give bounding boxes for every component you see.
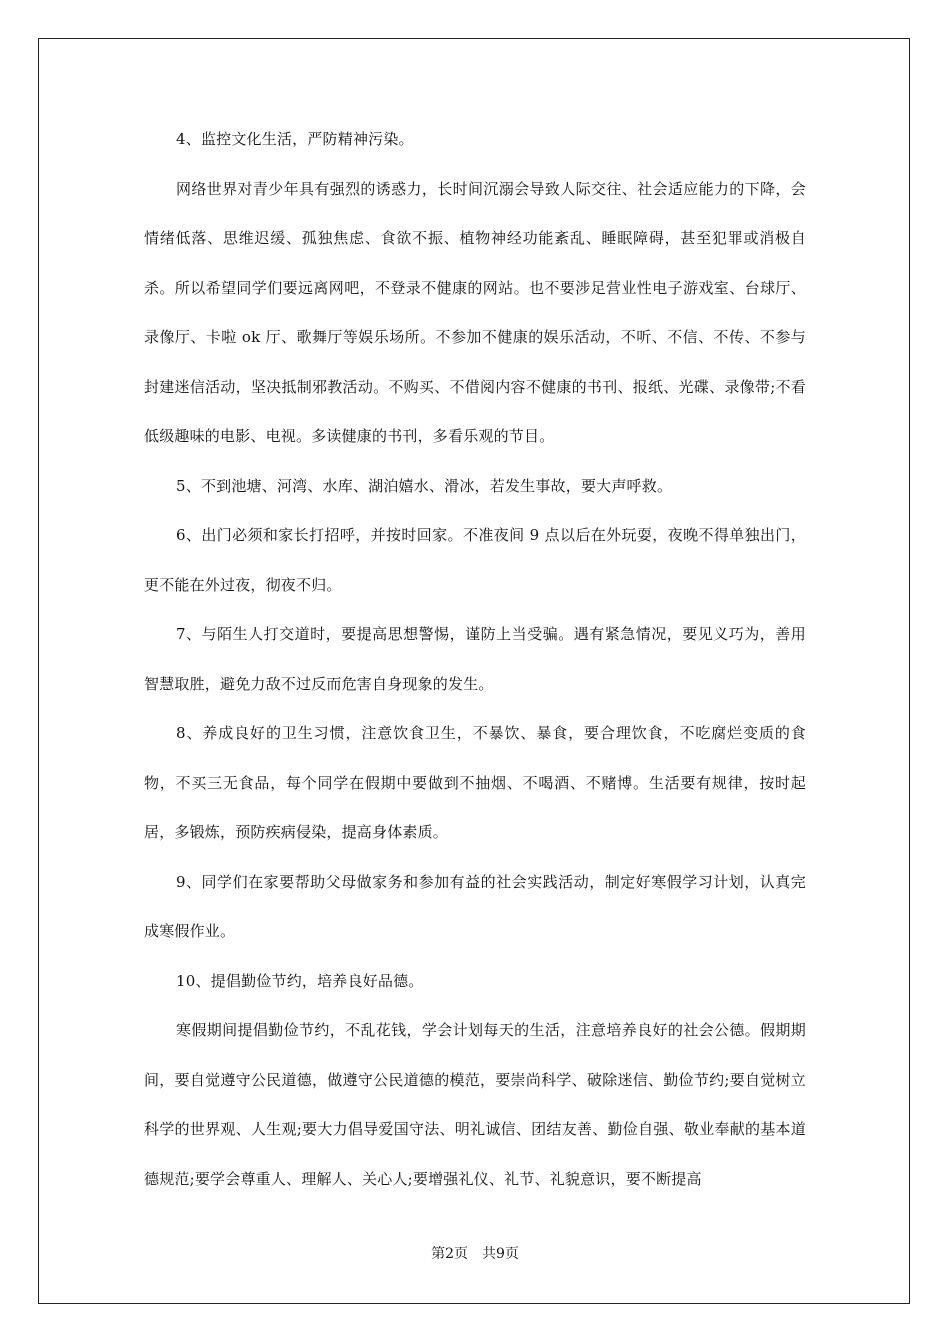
paragraph-thrift-morals: 寒假期间提倡勤俭节约，不乱花钱，学会计划每天的生活，注意培养良好的社会公德。假期期间，要自觉遵守公民道德，做遵守公民道德的模范，要崇尚科学、破除迷信、勤俭节约;要自觉树立科学的世界观、人生观;要大力倡导爱国守法、明礼诚信、团结友善、勤俭自强、敬业奉献的基本道德规范;要学会尊重人、理解人、关心人;要增强礼仪、礼节、礼貌意识，要不断提高	[144, 1021, 806, 1188]
paragraph-item-7: 7、与陌生人打交道时，要提高思想警惕，谨防上当受骗。遇有紧急情况，要见义巧为，善用智慧取胜，避免力敌不过反而危害自身现象的发生。	[144, 625, 806, 693]
paragraph-item-10-heading: 10、提倡勤俭节约，培养良好品德。	[176, 971, 424, 990]
paragraph-internet-warning: 网络世界对青少年具有强烈的诱惑力，长时间沉溺会导致人际交往、社会适应能力的下降，会情绪低落、思维迟缓、孤独焦虑、食欲不振、植物神经功能紊乱、睡眠障碍，甚至犯罪或消极自杀。所以希望同学们要远离网吧，不登录不健康的网站。也不要涉足营业性电子游戏室、台球厅、录像厅、卡啦 ok 厅、歌舞厅等娱乐场所。不参加不健康的娱乐活动，不听、不信、不传、不参与封建迷信活动，坚决抵制邪教活动。不购买、不借阅内容不健康的书刊、报纸、光碟、录像带;不看低级趣味的电影、电视。多读健康的书刊，多看乐观的节目。	[144, 179, 806, 445]
paragraph-item-5: 5、不到池塘、河湾、水库、湖泊嬉水、滑冰，若发生事故，要大声呼救。	[176, 476, 673, 495]
paragraph-item-9: 9、同学们在家要帮助父母做家务和参加有益的社会实践活动，制定好寒假学习计划，认真完成寒假作业。	[144, 872, 806, 940]
document-body	[144, 115, 806, 1204]
paragraph-item-4-heading: 4、监控文化生活，严防精神污染。	[176, 130, 414, 148]
page-total: 共9页	[482, 1246, 519, 1262]
paragraph-item-6: 6、出门必须和家长打招呼，并按时回家。不准夜间 9 点以后在外玩耍，夜晚不得单独出门，更不能在外过夜，彻夜不归。	[144, 526, 806, 594]
page-number: 第2页	[431, 1246, 468, 1262]
page-footer	[0, 1243, 950, 1263]
paragraph-item-8: 8、养成良好的卫生习惯，注意饮食卫生，不暴饮、暴食，要合理饮食，不吃腐烂变质的食物，不买三无食品，每个同学在假期中要做到不抽烟、不喝酒、不赌博。生活要有规律，按时起居，多锻炼，预防疾病侵染，提高身体素质。	[144, 724, 806, 841]
